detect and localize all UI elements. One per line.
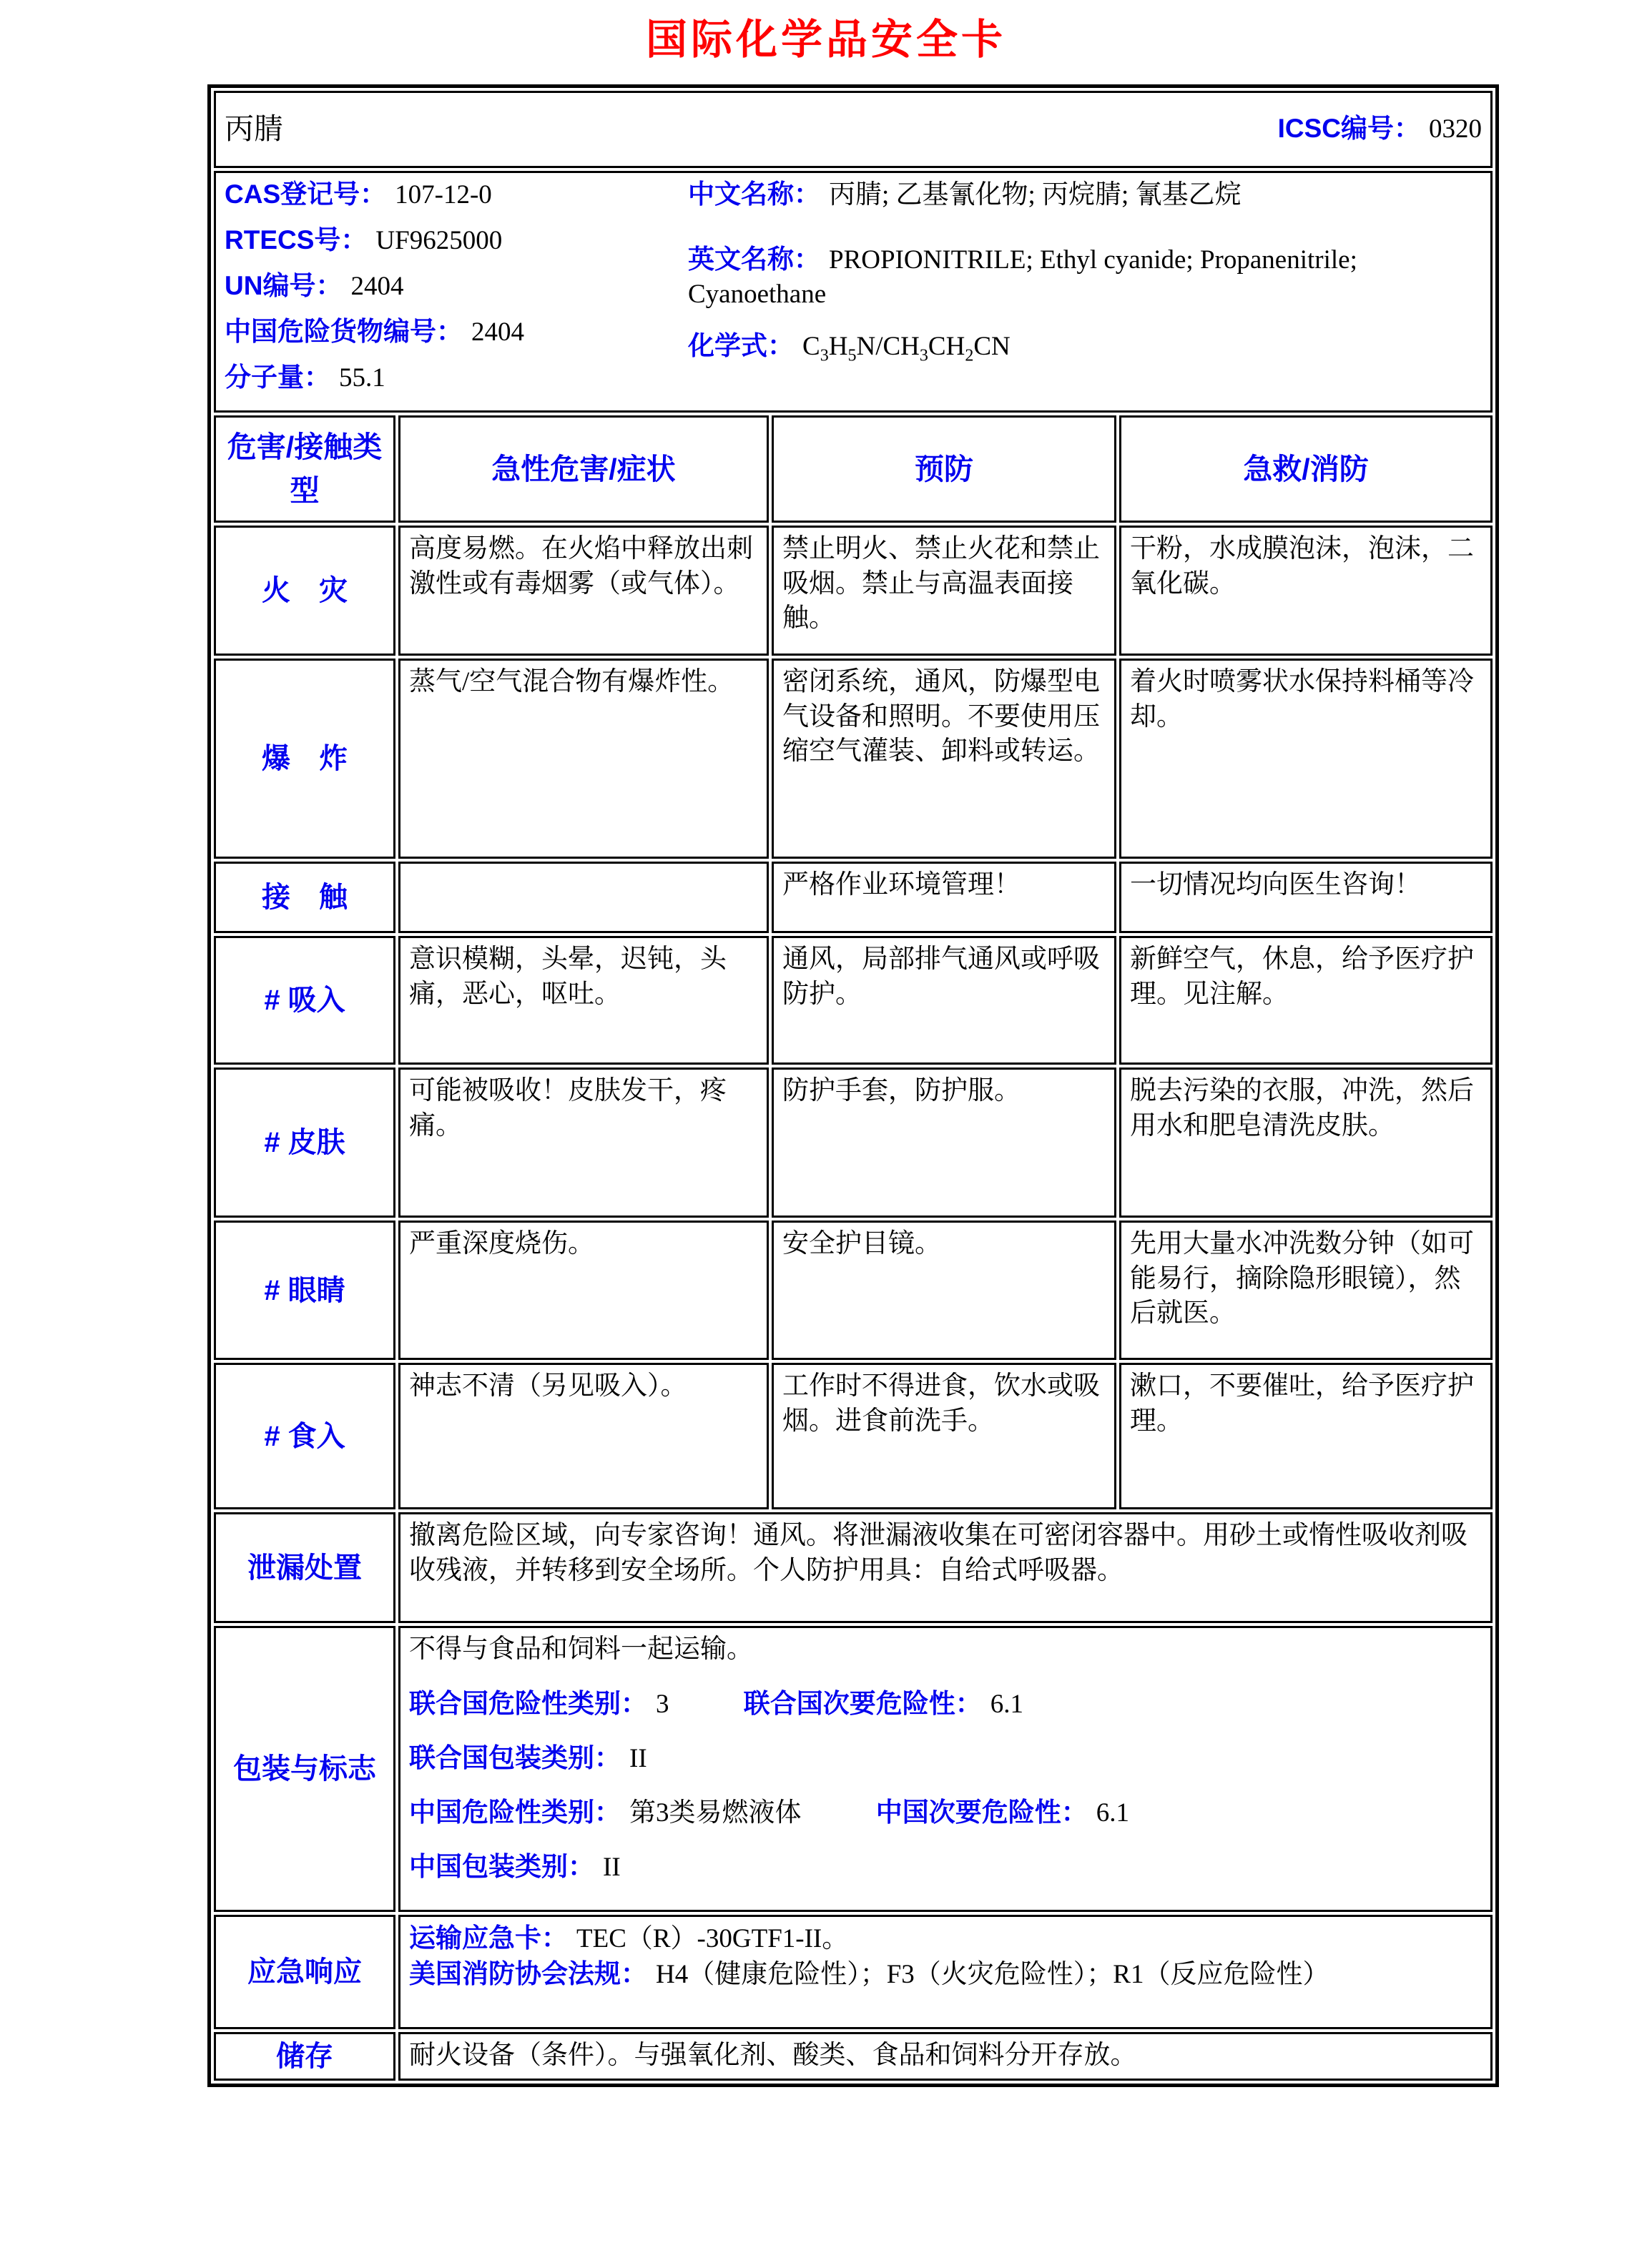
prevention-cell: 工作时不得进食，饮水或吸烟。进食前洗手。 [772,1363,1116,1509]
packaging-transport-note: 不得与食品和饲料一起运输。 [409,1635,753,1665]
hazard-row-contact [214,862,1493,933]
hazard-row-fire [214,526,1493,656]
spill-text-cell: 撤离危险区域，向专家咨询！通风。将泄漏液收集在可密闭容器中。用砂土或惰性吸收剂吸收残液，并转移到安全场所。个人防护用具：自给式呼吸器。 [398,1512,1493,1623]
prevention-cell: 密闭系统，通风，防爆型电气设备和照明。不要使用压缩空气灌装、卸料或转运。 [772,659,1116,859]
header-response: 急救/消防 [1119,415,1493,523]
hazard-row-ingestion [214,1363,1493,1509]
un-class-label: 联合国危险性类别： [409,1688,647,1718]
un-class-value: 3 [656,1689,669,1719]
symptoms-cell [398,862,769,933]
hazard-type-cell: 火 灾 [214,526,395,656]
un-pack-label: 联合国包装类别： [409,1742,621,1773]
icsc-number-value: 0320 [1429,114,1483,144]
hazard-type-cell: # 皮肤 [214,1068,395,1218]
nfpa-label: 美国消防协会法规： [409,1958,647,1988]
card-header-row [214,91,1493,168]
identifier-rtecs: RTECS号： UF9625000 [225,225,503,256]
symptoms-cell: 严重深度烧伤。 [398,1221,769,1360]
formula-value: $C_3H_5N/CH_3CH_2CN$ [802,332,1011,365]
hazard-type-cell: # 眼睛 [214,1221,395,1360]
icsc-card-table [207,84,1499,2087]
transport-emergency-card-line [409,1921,1482,1956]
storage-row [214,2032,1493,2081]
cn-class-value: 第3类易燃液体 [629,1798,802,1828]
emergency-row [214,1915,1493,2029]
tec-label: 运输应急卡： [409,1923,568,1953]
identifier-cn-dg: 中国危险货物编号： 2404 [225,317,524,347]
storage-label-cell: 储存 [214,2032,395,2081]
identity-cell [214,171,1493,413]
formula-line [688,329,1482,368]
response-cell: 着火时喷雾状水保持料桶等冷却。 [1119,659,1493,859]
hazard-row-explosion [214,659,1493,859]
chinese-name-value: 丙腈; 乙基氰化物; 丙烷腈; 氰基乙烷 [829,180,1242,209]
hazard-header-row [214,415,1493,523]
packaging-un-line [409,1687,1482,1722]
identifier-un: UN编号： 2404 [225,271,404,302]
cn-class-label: 中国危险性类别： [409,1797,621,1827]
identifier-molweight: 分子量： 55.1 [225,363,385,393]
hazard-type-cell: 接 触 [214,862,395,933]
tec-value: TEC（R）-30GTF1-II。 [576,1924,849,1954]
page-title: 国际化学品安全卡 [645,16,1006,63]
emergency-label-cell: 应急响应 [214,1915,395,2029]
storage-text-cell: 耐火设备（条件）。与强氧化剂、酸类、食品和饲料分开存放。 [398,2032,1493,2081]
response-cell: 干粉，水成膜泡沫，泡沫，二氧化碳。 [1119,526,1493,656]
header-hazard-type: 危害/接触类型 [214,415,395,523]
name-list [688,177,1482,368]
symptoms-cell: 可能被吸收！皮肤发干，疼痛。 [398,1068,769,1218]
packaging-cn-pack-line [409,1850,1482,1885]
formula-label: 化学式： [688,331,794,361]
prevention-cell: 禁止明火、禁止火花和禁止吸烟。禁止与高温表面接触。 [772,526,1116,656]
header-symptoms: 急性危害/症状 [398,415,769,523]
hazard-row-inhalation [214,936,1493,1065]
packaging-row [214,1626,1493,1912]
cn-pack-value: II [603,1852,621,1882]
identity-row [214,171,1493,413]
prevention-cell: 严格作业环境管理！ [772,862,1116,933]
response-cell: 先用大量水冲洗数分钟（如可能易行，摘除隐形眼镜），然后就医。 [1119,1221,1493,1360]
un-sub-label: 联合国次要危险性： [743,1688,982,1718]
hazard-row-eyes [214,1221,1493,1360]
prevention-cell: 通风，局部排气通风或呼吸防护。 [772,936,1116,1065]
header-prevention: 预防 [772,415,1116,523]
symptoms-cell: 蒸气/空气混合物有爆炸性。 [398,659,769,859]
symptoms-cell: 神志不清（另见吸入）。 [398,1363,769,1509]
response-cell: 漱口，不要催吐，给予医疗护理。 [1119,1363,1493,1509]
hazard-type-cell: # 食入 [214,1363,395,1509]
icsc-number-label: ICSC编号： [1277,114,1421,144]
response-cell: 一切情况均向医生咨询！ [1119,862,1493,933]
spill-label-cell: 泄漏处置 [214,1512,395,1623]
substance-name: 丙腈 [225,112,283,146]
emergency-content-cell [398,1915,1493,2029]
spill-row [214,1512,1493,1623]
nfpa-value: H4（健康危险性）；F3（火灾危险性）；R1（反应危险性） [656,1959,1329,1989]
hazard-type-cell: 爆 炸 [214,659,395,859]
english-name-value: PROPIONITRILE; Ethyl cyanide; Propanenitrile; Cyanoethane [688,245,1357,310]
response-cell: 新鲜空气，休息，给予医疗护理。见注解。 [1119,936,1493,1065]
english-name-label: 英文名称： [688,245,820,275]
un-pack-value: II [629,1743,647,1773]
identifier-list [225,177,688,406]
packaging-label-cell: 包装与标志 [214,1626,395,1912]
nfpa-line [409,1957,1482,1992]
prevention-cell: 安全护目镜。 [772,1221,1116,1360]
identifier-cas: CAS登记号： 107-12-0 [225,179,492,209]
cn-pack-label: 中国包装类别： [409,1851,594,1881]
response-cell: 脱去污染的衣服，冲洗，然后用水和肥皂清洗皮肤。 [1119,1068,1493,1218]
packaging-cn-line [409,1795,1482,1830]
packaging-content-cell [398,1626,1493,1912]
prevention-cell: 防护手套，防护服。 [772,1068,1116,1218]
symptoms-cell: 高度易燃。在火焰中释放出刺激性或有毒烟雾（或气体）。 [398,526,769,656]
chinese-name-label: 中文名称： [688,179,820,209]
symptoms-cell: 意识模糊，头晕，迟钝，头痛，恶心，呕吐。 [398,936,769,1065]
icsc-number [1278,112,1482,147]
packaging-un-pack-line [409,1741,1482,1776]
english-name-line [688,242,1482,312]
chinese-name-line [688,177,1482,212]
cn-sub-label: 中国次要危险性： [875,1797,1088,1827]
un-sub-value: 6.1 [990,1689,1023,1719]
hazard-type-cell: # 吸入 [214,936,395,1065]
cn-sub-value: 6.1 [1096,1798,1129,1828]
card-header-cell [214,91,1493,168]
hazard-row-skin [214,1068,1493,1218]
